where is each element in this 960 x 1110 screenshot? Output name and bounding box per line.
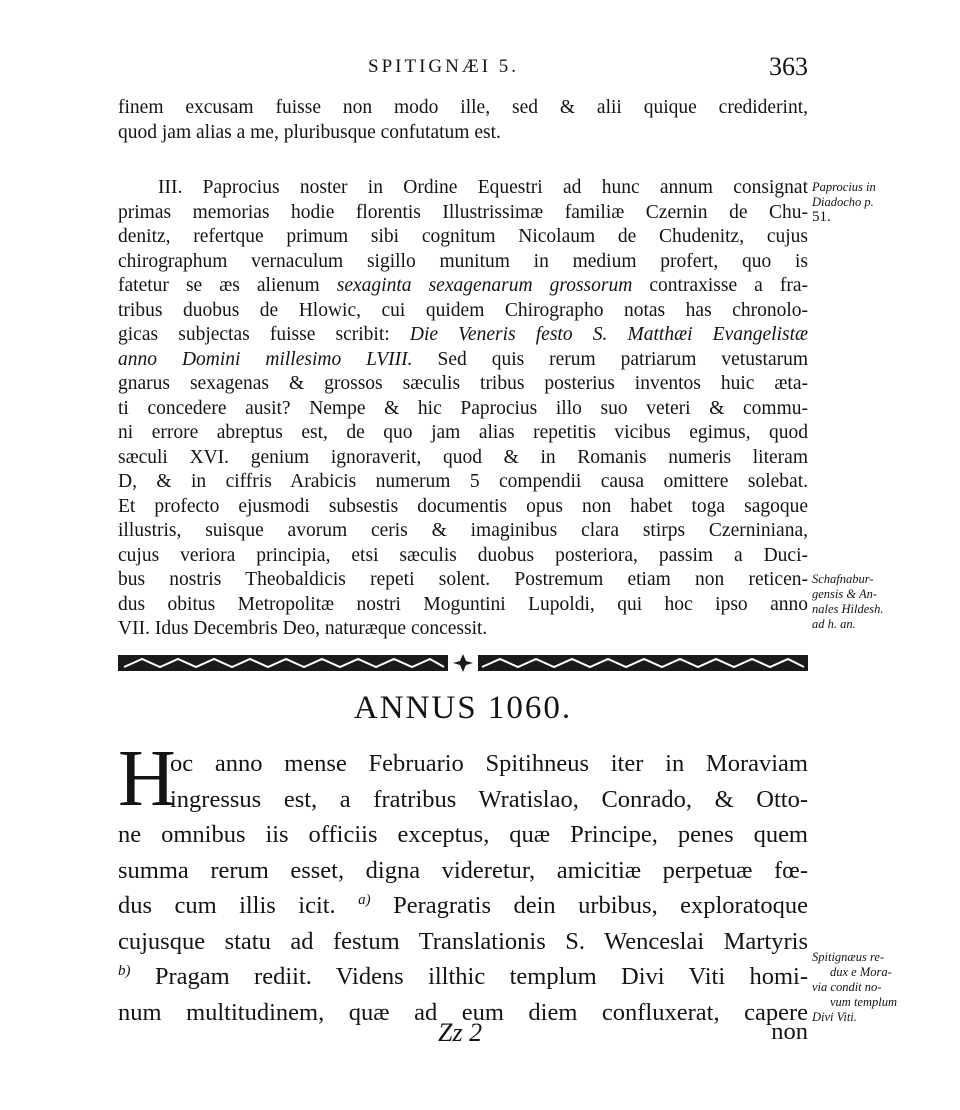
text-line: dus cum illis icit. $^{a)}$ Peragratis dein urbibus, exploratoque: [118, 891, 808, 919]
text-line: sæculi XVI. genium ignoraverit, quod & in Romanis numeris literam: [118, 446, 808, 468]
page-number: 363: [769, 52, 808, 81]
text-line: dus obitus Metropolitæ nostri Moguntini Lupoldi, qui hoc ipso anno: [118, 593, 808, 615]
text-line: ti concedere ausit? Nempe & hic Paprocius illo suo veteri & commu-: [118, 397, 808, 419]
text-line: tribus duobus de Hlowic, cui quidem Chirographo notas has chronolo-: [118, 299, 808, 321]
italic-date: Die Veneris festo S. Matthæi Evangelistæ: [409, 324, 808, 345]
text-line: gnarus sexagenas & grossos sæculis tribus posterius inventos huic æta-: [118, 373, 808, 394]
signature-mark: Zz 2: [438, 1018, 483, 1047]
text-line: primas memorias hodie florentis Illustrissimæ familiæ Czernin de Chu-: [118, 201, 808, 223]
running-title: SPITIGNÆI 5.: [368, 56, 520, 77]
text-line: num multitudinem, quæ ad eum diem confluxerat, capere: [118, 998, 808, 1026]
footnote-marker-b: b): [118, 962, 131, 979]
text-line: VII. Idus Decembris Deo, naturæque concessit.: [118, 618, 488, 639]
center-star-icon: [453, 654, 473, 672]
text-line: illustris, suisque avorum ceris & imaginibus clara stirps Czerniniana,: [118, 520, 808, 541]
text-line: $^{b)}$ Pragam rediit. Videns illthic templum Divi Viti homi-: [118, 962, 808, 990]
text-line: summa rerum esset, digna videretur, amicitiæ perpetuæ fœ-: [118, 856, 808, 884]
text-line: quod jam alias a me, pluribusque confutatum est.: [118, 121, 501, 143]
text-line: cujus veriora principia, etsi sæculis duobus posteriora, passim a Duci-: [118, 544, 808, 566]
text-line: finem excusam fuisse non modo ille, sed & alii quique crediderint,: [118, 97, 808, 118]
section-heading: ANNUS 1060.: [353, 690, 573, 726]
text-line: D, & in ciffris Arabicis numerum 5 compendii causa omittere solebat.: [118, 471, 808, 492]
text-line: anno Domini millesimo LVIII. Sed quis rerum patriarum vetustarum: [118, 348, 808, 370]
text-line: gicas subjectas fuisse scribit: Die Veneris festo S. Matthæi Evangelistæ: [118, 324, 808, 345]
text-line: fatetur se æs alienum sexaginta sexagenarum grossorum contraxisse a fra-: [118, 275, 808, 296]
margin-note-paprocius: Paprocius in Diadocho p. 51.: [812, 180, 876, 225]
running-head: [118, 52, 808, 82]
paragraph-continuation: [118, 96, 808, 145]
text-line: denitz, refertque primum sibi cognitum Nicolaum de Chudenitz, cujus: [118, 226, 808, 247]
drop-cap: H: [118, 735, 176, 823]
ornamental-rule: [118, 652, 808, 674]
text-line: ne omnibus iis officiis exceptus, quæ Principe, penes quem: [118, 821, 808, 848]
text-line: ingressus est, a fratribus Wratislao, Conrado, & Otto-: [170, 785, 808, 813]
text-line: bus nostris Theobaldicis repeti solent. Postremum etiam non reticen-: [118, 569, 808, 590]
text-line: III. Paprocius noster in Ordine Equestri ad hunc annum consignat: [158, 177, 808, 198]
text-line: Et profecto ejusmodi subsestis documentis opus non habet toga sagoque: [118, 495, 808, 517]
paragraph-three: [118, 176, 808, 642]
italic-phrase: sexaginta sexagenarum grossorum: [336, 275, 633, 296]
italic-year: anno Domini millesimo LVIII.: [118, 348, 413, 370]
margin-note-spitignaeus: Spitignæus re- dux e Mora- via condit no- vum templum Divi Viti.: [812, 950, 897, 1024]
catchword: non: [771, 1018, 808, 1045]
text-line: oc anno mense Februario Spitihneus iter in Moraviam: [170, 750, 808, 777]
footnote-marker-a: a): [358, 891, 371, 908]
annus-paragraph: [118, 735, 808, 1030]
margin-note-schafnaburgensis: Schafnabur- gensis & An- nales Hildesh. ad h. an.: [812, 572, 884, 631]
text-line: cujusque statu ad festum Translationis S. Wenceslai Martyris: [118, 927, 808, 955]
page-footer: [118, 1016, 808, 1056]
text-line: ni errore abreptus est, de quo jam alias repetitis vicibus egimus, quod: [118, 422, 808, 443]
text-line: chirographum vernaculum sigillo munitum in medium profert, quo is: [118, 250, 808, 272]
